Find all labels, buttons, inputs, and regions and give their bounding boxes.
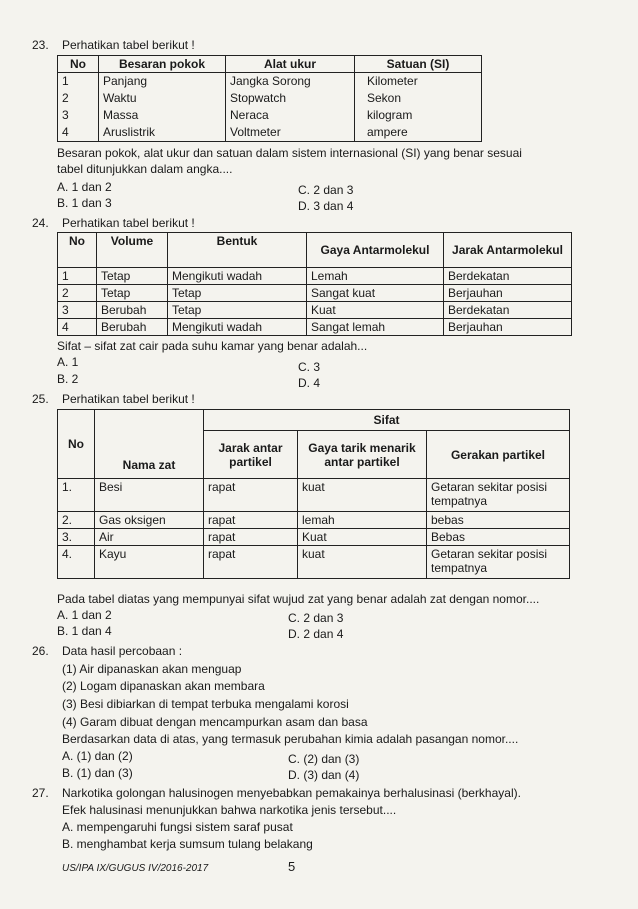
- cell: 3.: [58, 529, 95, 546]
- cell: Berdekatan: [444, 268, 572, 285]
- cell: Besi: [95, 479, 204, 512]
- cell: 2: [58, 285, 97, 302]
- option-a: A. 1: [57, 355, 79, 369]
- cell: rapat: [204, 546, 298, 579]
- cell: 4: [58, 319, 97, 336]
- cell: Tetap: [168, 302, 307, 319]
- cell: Kuat: [307, 302, 444, 319]
- header-bentuk: Bentuk: [168, 233, 307, 268]
- cell: rapat: [204, 529, 298, 546]
- question-27-number: 27.: [32, 786, 49, 800]
- option-d: D. 4: [298, 376, 321, 390]
- cell: Aruslistrik: [99, 124, 226, 142]
- list-item: (2) Logam dipanaskan akan membara: [62, 679, 265, 693]
- option-b: B. menghambat kerja sumsum tulang belakang: [62, 837, 313, 851]
- cell: rapat: [204, 512, 298, 529]
- cell: Getaran sekitar posisi tempatnya: [427, 546, 570, 579]
- option-d: D. 3 dan 4: [298, 199, 354, 213]
- option-c: C. 3: [298, 360, 321, 374]
- cell: Panjang: [99, 73, 226, 91]
- option-a: A. mempengaruhi fungsi sistem saraf pusat: [62, 820, 293, 834]
- cell: Berjauhan: [444, 319, 572, 336]
- option-c: C. 2 dan 3: [288, 611, 344, 625]
- cell: kuat: [298, 546, 427, 579]
- cell: Tetap: [97, 268, 168, 285]
- table-row: [58, 546, 570, 579]
- cell: Gas oksigen: [95, 512, 204, 529]
- option-a: A. (1) dan (2): [62, 749, 133, 763]
- cell: 1: [58, 73, 99, 91]
- header-gaya: Gaya Antarmolekul: [307, 233, 444, 268]
- table-row: [58, 73, 482, 91]
- list-item: (1) Air dipanaskan akan menguap: [62, 662, 242, 676]
- question-25-number: 25.: [32, 392, 49, 406]
- cell: 2: [58, 90, 99, 107]
- cell: Getaran sekitar posisi tempatnya: [427, 479, 570, 512]
- page-number: 5: [288, 859, 296, 874]
- table-row: [58, 107, 482, 124]
- option-b: B. (1) dan (3): [62, 766, 133, 780]
- question-24-prompt: Perhatikan tabel berikut !: [62, 216, 195, 230]
- option-d: D. 2 dan 4: [288, 627, 344, 641]
- cell: 3: [58, 302, 97, 319]
- footer-code: US/IPA IX/GUGUS IV/2016-2017: [62, 863, 209, 874]
- question-23-text2: tabel ditunjukkan dalam angka....: [57, 162, 233, 176]
- table-row: [58, 529, 570, 546]
- question-27-text2: Efek halusinasi menunjukkan bahwa narkotika jenis tersebut....: [62, 803, 397, 817]
- header-nama-zat: Nama zat: [95, 410, 204, 479]
- table-row: [58, 124, 482, 142]
- header-no: No: [58, 410, 95, 479]
- question-26-prompt: Data hasil percobaan :: [62, 644, 183, 658]
- cell: Bebas: [427, 529, 570, 546]
- question-23-prompt: Perhatikan tabel berikut !: [62, 38, 195, 52]
- question-23-text: Besaran pokok, alat ukur dan satuan dalam sistem internasional (SI) yang benar sesuai: [57, 146, 522, 160]
- cell: Sangat kuat: [307, 285, 444, 302]
- header-volume: Volume: [97, 233, 168, 268]
- cell: Kayu: [95, 546, 204, 579]
- list-item: (4) Garam dibuat dengan mencampurkan asam dan basa: [62, 715, 368, 729]
- header-no: No: [58, 233, 97, 268]
- cell: Sangat lemah: [307, 319, 444, 336]
- cell: Berubah: [97, 319, 168, 336]
- table-row: [58, 319, 572, 336]
- option-c: C. (2) dan (3): [288, 752, 360, 766]
- cell: Lemah: [307, 268, 444, 285]
- header-alat: Alat ukur: [226, 56, 355, 73]
- question-23-number: 23.: [32, 38, 49, 52]
- option-b: B. 2: [57, 372, 79, 386]
- option-a: A. 1 dan 2: [57, 180, 112, 194]
- cell: Stopwatch: [226, 90, 355, 107]
- table-25: [57, 409, 570, 579]
- cell: Voltmeter: [226, 124, 355, 142]
- cell: 2.: [58, 512, 95, 529]
- option-c: C. 2 dan 3: [298, 183, 354, 197]
- cell: rapat: [204, 479, 298, 512]
- table-23: [57, 55, 482, 142]
- table-row: [58, 302, 572, 319]
- cell: 4.: [58, 546, 95, 579]
- cell: Mengikuti wadah: [168, 268, 307, 285]
- cell: 1.: [58, 479, 95, 512]
- question-26-number: 26.: [32, 644, 49, 658]
- cell: 4: [58, 124, 99, 142]
- header-jarak: Jarak Antarmolekul: [444, 233, 572, 268]
- table-row: [58, 285, 572, 302]
- cell: Air: [95, 529, 204, 546]
- cell: Kilometer: [355, 73, 482, 91]
- cell: Jangka Sorong: [226, 73, 355, 91]
- header-satuan: Satuan (SI): [355, 56, 482, 73]
- option-b: B. 1 dan 4: [57, 624, 112, 638]
- cell: Waktu: [99, 90, 226, 107]
- header-jarak: Jarak antar partikel: [204, 431, 298, 479]
- header-sifat: Sifat: [204, 410, 570, 431]
- table-row: [58, 90, 482, 107]
- cell: Berubah: [97, 302, 168, 319]
- table-row: [58, 512, 570, 529]
- question-24-number: 24.: [32, 216, 49, 230]
- cell: Massa: [99, 107, 226, 124]
- table-row: [58, 479, 570, 512]
- question-26-text: Berdasarkan data di atas, yang termasuk perubahan kimia adalah pasangan nomor....: [62, 732, 519, 746]
- table-24: [57, 232, 572, 336]
- option-d: D. (3) dan (4): [288, 768, 360, 782]
- question-27-text: Narkotika golongan halusinogen menyebabkan pemakainya berhalusinasi (berkhayal).: [62, 786, 521, 800]
- question-25-text: Pada tabel diatas yang mempunyai sifat wujud zat yang benar adalah zat dengan nomor....: [57, 592, 540, 606]
- header-besaran: Besaran pokok: [99, 56, 226, 73]
- option-b: B. 1 dan 3: [57, 196, 112, 210]
- header-gerakan: Gerakan partikel: [427, 431, 570, 479]
- cell: Tetap: [168, 285, 307, 302]
- cell: kilogram: [355, 107, 482, 124]
- cell: ampere: [355, 124, 482, 142]
- question-25-prompt: Perhatikan tabel berikut !: [62, 392, 195, 406]
- cell: lemah: [298, 512, 427, 529]
- cell: 3: [58, 107, 99, 124]
- cell: Neraca: [226, 107, 355, 124]
- header-gaya: Gaya tarik menarik antar partikel: [298, 431, 427, 479]
- cell: Kuat: [298, 529, 427, 546]
- cell: bebas: [427, 512, 570, 529]
- cell: Sekon: [355, 90, 482, 107]
- option-a: A. 1 dan 2: [57, 608, 112, 622]
- list-item: (3) Besi dibiarkan di tempat terbuka mengalami korosi: [62, 697, 349, 711]
- cell: 1: [58, 268, 97, 285]
- question-24-text: Sifat – sifat zat cair pada suhu kamar yang benar adalah...: [57, 339, 368, 353]
- table-row: [58, 268, 572, 285]
- header-no: No: [58, 56, 99, 73]
- cell: kuat: [298, 479, 427, 512]
- cell: Tetap: [97, 285, 168, 302]
- cell: Mengikuti wadah: [168, 319, 307, 336]
- cell: Berjauhan: [444, 285, 572, 302]
- cell: Berdekatan: [444, 302, 572, 319]
